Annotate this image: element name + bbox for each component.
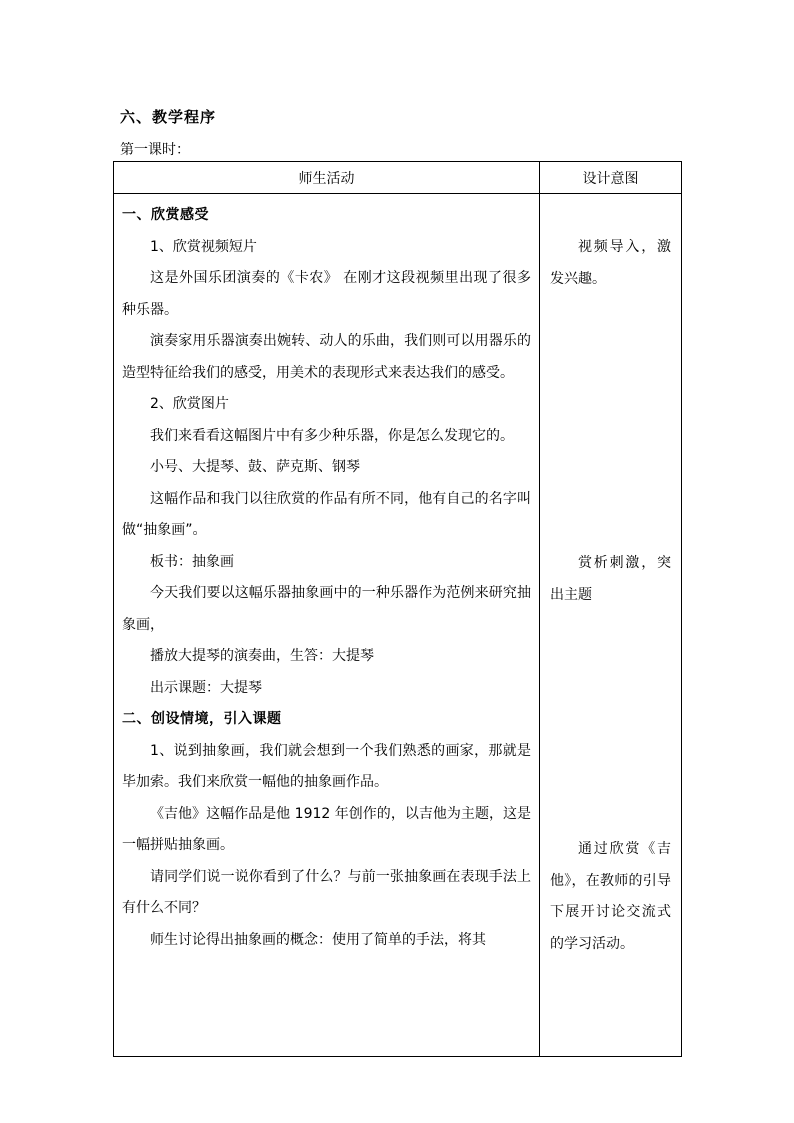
- activity-paragraph: 2、欣赏图片: [150, 396, 229, 412]
- teaching-procedure-table: [113, 161, 682, 1057]
- activities-content: [114, 194, 539, 956]
- intent-note: 通过欣赏《吉他》，在教师的引导下展开讨论交流式的学习活动。: [550, 841, 671, 952]
- section-title-scenario: 二、创设情境，引入课题: [122, 711, 282, 727]
- activity-paragraph: 演奏家用乐器演奏出婉转、动人的乐曲，我们则可以用器乐的造型特征给我们的感受，用美术的表现形式来表达我们的感受。: [122, 333, 531, 381]
- intent-note: 赏析刺激，突出主题: [550, 555, 671, 603]
- header-activities: 师生活动: [114, 162, 540, 194]
- activity-paragraph: 1、欣赏视频短片: [150, 238, 257, 255]
- header-design-intent: 设计意图: [540, 162, 682, 194]
- table-header-row: [114, 162, 682, 194]
- section-title-appreciation: 一、欣赏感受: [122, 207, 209, 223]
- activity-paragraph: 今天我们要以这幅乐器抽象画中的一种乐器作为范例来研究抽象画，: [122, 585, 531, 633]
- design-intent-cell: [540, 194, 682, 1057]
- intent-note: 视频导入，激发兴趣。: [550, 239, 671, 287]
- activity-paragraph: 1、说到抽象画，我们就会想到一个我们熟悉的画家，那就是毕加索。我们来欣赏一幅他的抽象画作品。: [122, 742, 531, 790]
- activity-paragraph: 师生讨论得出抽象画的概念：使用了简单的手法，将其: [150, 931, 486, 948]
- activity-paragraph: 这幅作品和我门以往欣赏的作品有所不同，他有自己的名字叫做“抽象画”。: [122, 490, 531, 538]
- activity-paragraph: 请同学们说一说你看到了什么？与前一张抽象画在表现手法上有什么不同？: [122, 868, 531, 916]
- activity-paragraph: 小号、大提琴、鼓、萨克斯、钢琴: [150, 459, 360, 475]
- activities-cell: [114, 194, 540, 1057]
- section-heading: 六、教学程序: [120, 108, 217, 126]
- activity-paragraph: 板书：抽象画: [150, 553, 234, 570]
- lesson-label: 第一课时：: [120, 142, 190, 158]
- activity-paragraph: 我们来看看这幅图片中有多少种乐器，你是怎么发现它的。: [150, 427, 514, 444]
- table-body-row: [114, 194, 682, 1057]
- activity-paragraph: 播放大提琴的演奏曲，生答：大提琴: [150, 648, 374, 664]
- activity-paragraph: 出示课题：大提琴: [150, 679, 262, 696]
- activity-paragraph: 这是外国乐团演奏的《卡农》 在刚才这段视频里出现了很多种乐器。: [122, 270, 531, 318]
- activity-paragraph: 《吉他》这幅作品是他 1912 年创作的，以吉他为主题，这是一幅拼贴抽象画。: [122, 805, 531, 853]
